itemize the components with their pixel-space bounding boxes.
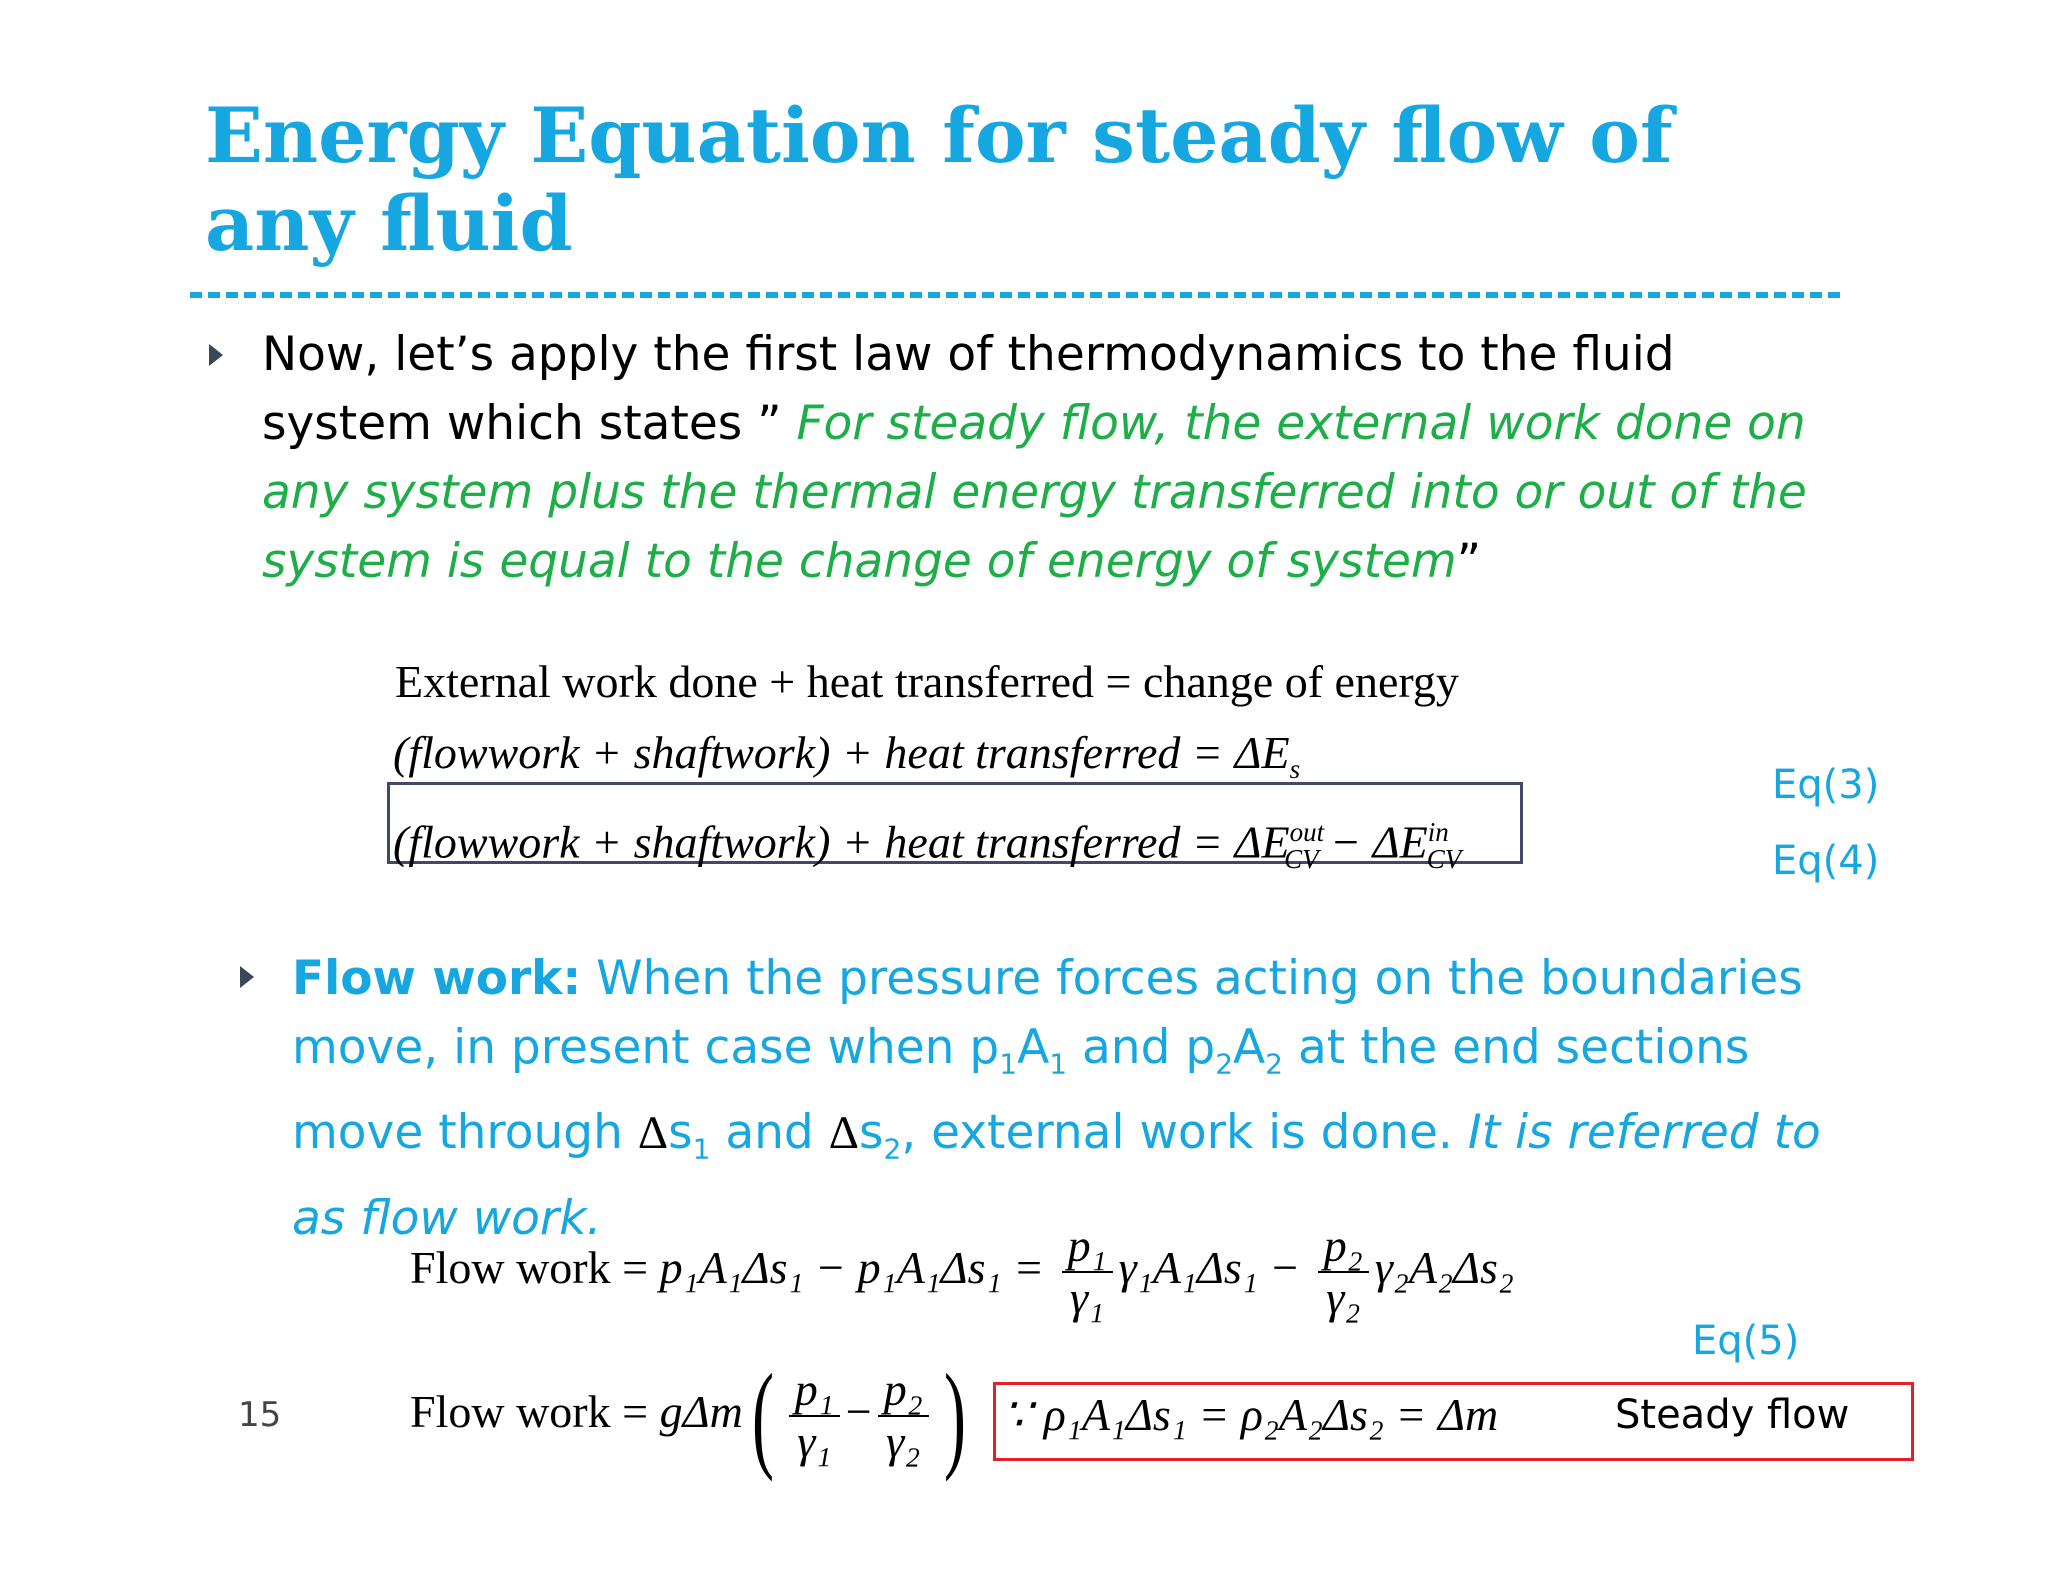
- fw-sub-3: 2: [1215, 1047, 1234, 1081]
- fw2-label: Flow work =: [410, 1386, 660, 1437]
- fw2-frac-2: [878, 1365, 929, 1467]
- left-paren: (: [751, 1349, 774, 1483]
- fw1-mid: γ₁A₁Δs₁ −: [1118, 1242, 1301, 1293]
- fw-sub-8: 2: [883, 1132, 902, 1166]
- fw-delta-1: Δ: [637, 1107, 669, 1160]
- eq3-sub-cv1: CV: [1284, 843, 1319, 874]
- fw2-frac2-num: p₂: [878, 1365, 929, 1417]
- flow-work-equation-2: [410, 1349, 975, 1483]
- fw1-label: Flow work =: [410, 1242, 660, 1293]
- fw-sub-6: 1: [692, 1132, 711, 1166]
- first-law-lead: Now, let’s apply the first law of thermodynamics to the fluid system which states ”: [262, 327, 1675, 451]
- fw-text-5: at the end sections move through: [292, 1020, 1750, 1161]
- flow-work-paragraph: [292, 944, 1872, 1253]
- fw2-frac2-den: γ₂: [886, 1416, 921, 1468]
- fw-delta-2: Δ: [828, 1107, 859, 1160]
- flow-work-equation-1: [410, 1212, 1514, 1324]
- fw1-expr: p₁A₁Δs₁ − p₁A₁Δs₁ =: [659, 1242, 1045, 1293]
- eq3-mid: − ΔE: [1318, 816, 1428, 868]
- fw2-frac1-den: γ₁: [797, 1416, 832, 1468]
- fw2-frac-1: [789, 1365, 840, 1467]
- fw2-frac1-num: p₁: [789, 1365, 840, 1417]
- fw1-frac1-den: γ₁: [1070, 1272, 1105, 1324]
- fw1-frac1-num: p₁: [1062, 1221, 1113, 1273]
- fw-italic: It is referred to as flow work.: [292, 1105, 1821, 1246]
- fw-text-8: s: [858, 1105, 884, 1161]
- eq4-label: Eq(4): [1772, 838, 1880, 884]
- eq3-sup-in: in: [1427, 817, 1449, 847]
- fw1-tail: γ₂A₂Δs₂: [1374, 1242, 1514, 1293]
- right-paren: ): [943, 1349, 966, 1483]
- steady-flow-expression: ∵ ρ₁A₁Δs₁ = ρ₂A₂Δs₂ = Δm: [1003, 1389, 1499, 1440]
- fw1-frac-1: [1062, 1221, 1113, 1323]
- fw2-minus: −: [845, 1386, 872, 1437]
- fw-text-9: , external work is done.: [901, 1105, 1468, 1161]
- title-divider: [190, 292, 1840, 298]
- fw-text-6: s: [668, 1105, 693, 1161]
- first-law-close: ”: [1456, 534, 1482, 589]
- equation-energy-words: External work done + heat transferred = change of energy: [395, 656, 1459, 707]
- fw-sub-2: 1: [1049, 1047, 1068, 1081]
- eq3-sup-out: out: [1289, 817, 1325, 847]
- fw-sub-1: 1: [999, 1047, 1018, 1081]
- fw-text-2: A: [1017, 1020, 1050, 1075]
- bullet-icon: [240, 966, 254, 988]
- page-number: 15: [238, 1395, 282, 1435]
- eq3-label: Eq(3): [1772, 762, 1880, 808]
- fw-text-3: and p: [1067, 1020, 1216, 1075]
- bullet-icon: [209, 344, 223, 366]
- steady-flow-label: Steady flow: [1615, 1392, 1850, 1438]
- fw-text-4: A: [1233, 1020, 1266, 1075]
- flow-work-heading: Flow work:: [292, 951, 582, 1006]
- equation-energy-cv: [393, 804, 1461, 887]
- fw1-frac2-den: γ₂: [1326, 1272, 1361, 1324]
- fw2-expr: gΔm: [659, 1386, 743, 1437]
- fw-text-7: and: [710, 1105, 829, 1161]
- first-law-paragraph: [262, 320, 1832, 596]
- eq3-sub-cv2: CV: [1426, 843, 1462, 874]
- slide-title: Energy Equation for steady flow of any fluid: [205, 91, 1673, 268]
- eq5-label: Eq(5): [1692, 1318, 1800, 1364]
- eq3-left: (flowwork + shaftwork) + heat transferred = ΔE: [393, 816, 1290, 868]
- first-law-quote: For steady flow, the external work done on any system plus the thermal energy transferred into or out of the system is equal to the change of energy of system: [262, 396, 1807, 589]
- fw-sub-4: 2: [1265, 1047, 1283, 1081]
- fw1-frac-2: [1318, 1221, 1369, 1323]
- fw1-frac2-num: p₂: [1318, 1221, 1369, 1273]
- eq2-sub: s: [1289, 754, 1301, 785]
- eq2-left: (flowwork + shaftwork) + heat transferred = ΔE: [393, 727, 1290, 778]
- fw-text-1: When the pressure forces acting on the boundaries move, in present case when p: [292, 951, 1803, 1075]
